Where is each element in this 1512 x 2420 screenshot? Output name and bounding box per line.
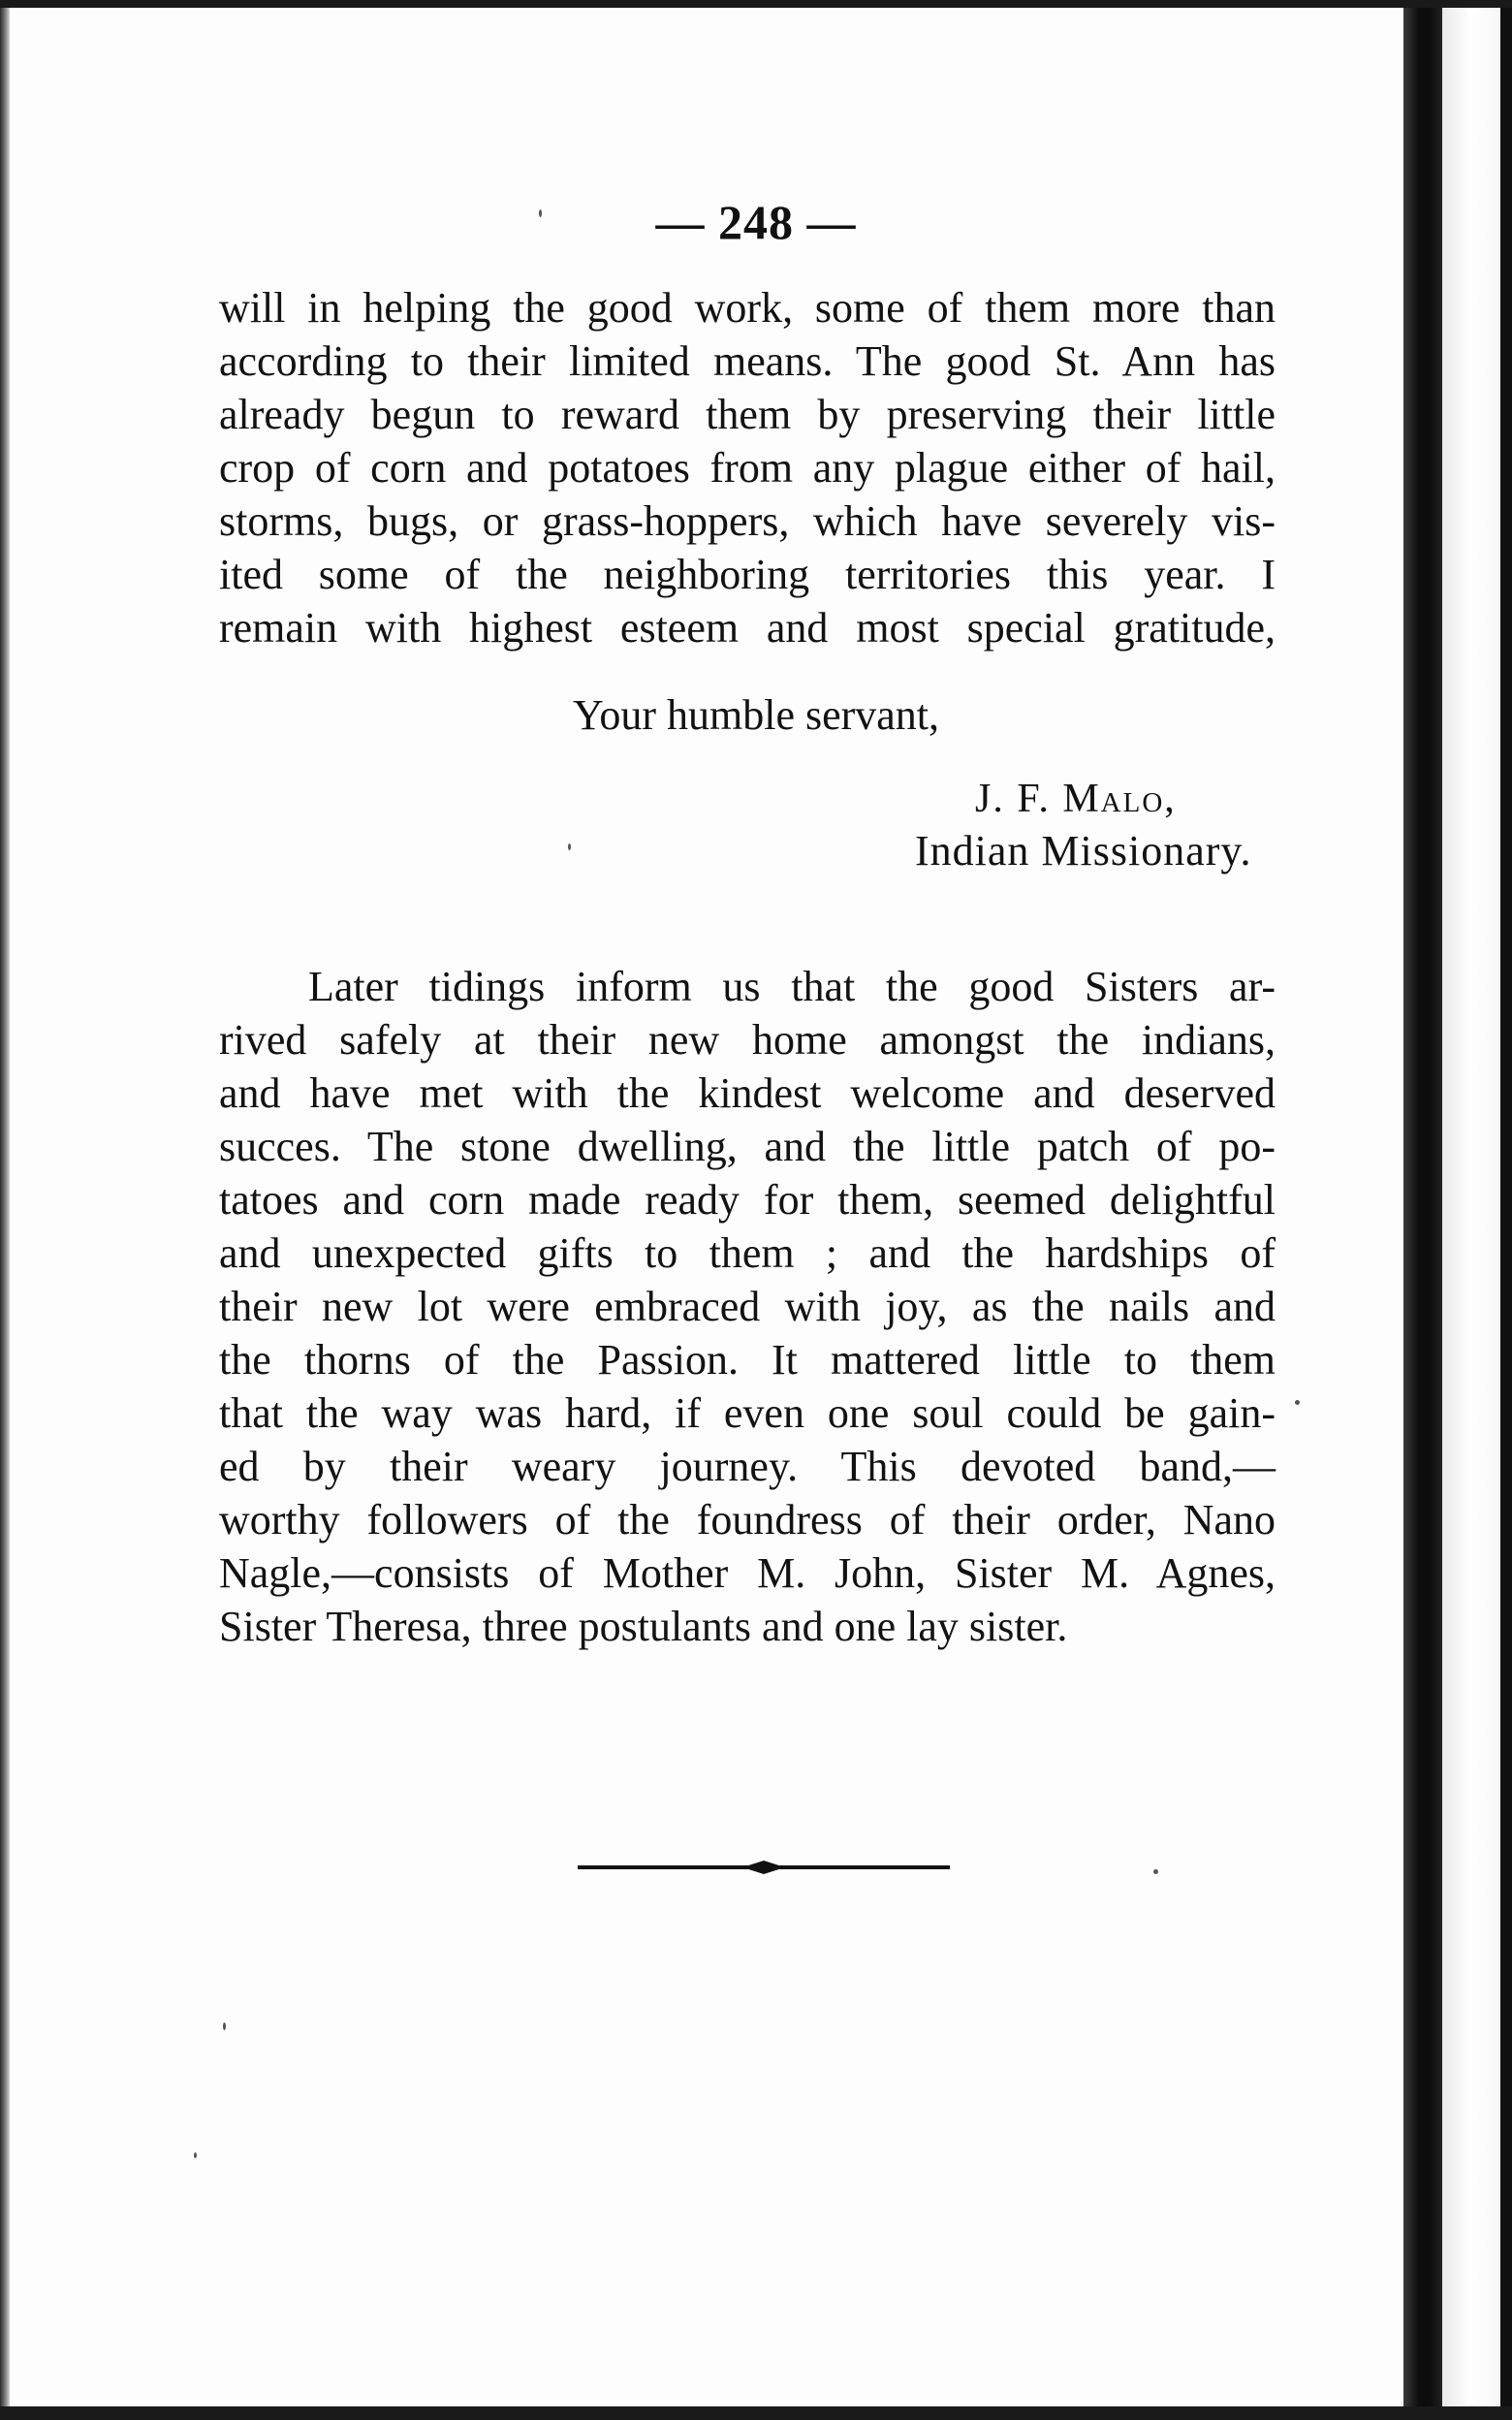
signature-title: Indian Missionary. <box>915 827 1252 875</box>
scan-border-top <box>0 0 1512 8</box>
scan-border-right <box>1500 8 1512 2406</box>
scan-border-left <box>0 0 10 2420</box>
text-line: already begun to reward them by preserving their little <box>219 391 1276 438</box>
letter-paragraph <box>219 281 1276 654</box>
page-number: — 248 — <box>655 195 857 249</box>
text-line: worthy followers of the foundress of their order, Nano <box>219 1496 1276 1544</box>
scan-speck <box>1295 1400 1300 1405</box>
text-line: ed by their weary journey. This devoted band,— <box>219 1443 1276 1490</box>
scan-speck <box>1153 1869 1158 1874</box>
text-line: ited some of the neighboring territories this year. I <box>219 551 1276 598</box>
signature-name: J. F. Malo, <box>975 777 1177 821</box>
text-line: their new lot were embraced with joy, as the nails and <box>219 1283 1276 1330</box>
scan-border-bottom <box>0 2406 1512 2420</box>
article-paragraph <box>219 960 1276 1653</box>
scan-speck <box>194 2152 197 2158</box>
text-line: crop of corn and potatoes from any plague either of hail, <box>219 444 1276 492</box>
text-line: will in helping the good work, some of them more than <box>219 284 1276 332</box>
letter-closing: Your humble servant, <box>572 691 940 739</box>
text-line: Sister Theresa, three postulants and one lay sister. <box>219 1603 1068 1650</box>
text-line: according to their limited means. The good St. Ann has <box>219 337 1276 385</box>
text-line: and unexpected gifts to them ; and the hardships of <box>219 1229 1276 1277</box>
scan-speck <box>568 844 571 850</box>
text-line: tatoes and corn made ready for them, seemed delightful <box>219 1176 1276 1224</box>
scan-speck <box>223 2022 226 2030</box>
text-line: and have met with the kindest welcome and deserved <box>219 1069 1276 1117</box>
scan-speck <box>539 209 542 217</box>
book-gutter <box>1403 0 1442 2420</box>
text-line: succes. The stone dwelling, and the little patch of po- <box>219 1123 1276 1170</box>
text-line: remain with highest esteem and most special gratitude, <box>219 604 1276 652</box>
text-line: Nagle,—consists of Mother M. John, Sister M. Agnes, <box>219 1549 1276 1597</box>
text-line: that the way was hard, if even one soul could be gain- <box>219 1389 1276 1437</box>
text-line: rived safely at their new home amongst the indians, <box>219 1016 1276 1064</box>
ornamental-rule <box>576 1854 952 1881</box>
text-line: the thorns of the Passion. It mattered little to them <box>219 1336 1276 1384</box>
text-line: storms, bugs, or grass-hoppers, which have severely vis- <box>219 497 1276 545</box>
text-line: Later tidings inform us that the good Sisters ar- <box>308 963 1276 1010</box>
